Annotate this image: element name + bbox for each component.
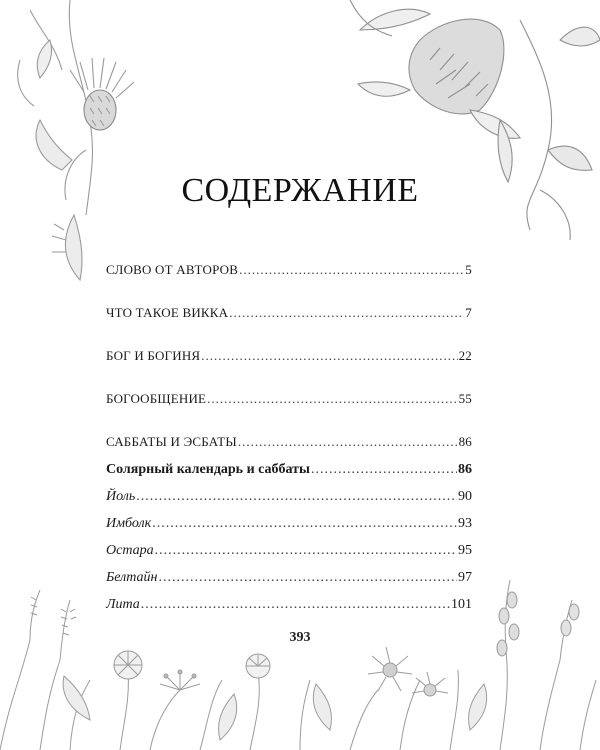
- toc-entry-label: ЧТО ТАКОЕ ВИККА: [106, 305, 229, 320]
- toc-entry[interactable]: [106, 543, 472, 559]
- toc-entry[interactable]: [106, 570, 472, 586]
- toc-entry[interactable]: [106, 597, 472, 613]
- dot-leader: [207, 391, 457, 407]
- dot-leader: [201, 348, 457, 364]
- dot-leader: [152, 516, 457, 532]
- toc-entry-page: 5: [465, 262, 472, 277]
- toc-entry-page: 55: [458, 391, 472, 406]
- toc-entry-label: БОГ И БОГИНЯ: [106, 348, 201, 363]
- toc-entry-page: 7: [465, 305, 472, 320]
- dot-leader: [238, 434, 458, 450]
- toc-entry-label: Белтайн: [106, 570, 158, 585]
- toc-entry-page: 97: [458, 570, 472, 585]
- toc-entry[interactable]: [106, 391, 472, 407]
- toc-entry-page: 22: [458, 348, 472, 363]
- page-number: 393: [289, 630, 311, 645]
- toc-entry-label: Солярный календарь и саббаты: [106, 462, 310, 477]
- toc-entry[interactable]: [106, 305, 472, 321]
- page-title: СОДЕРЖАНИЕ: [181, 172, 419, 209]
- toc-entry-page: 90: [458, 489, 472, 504]
- toc-entry-page: 95: [458, 543, 472, 558]
- dot-leader: [158, 570, 457, 586]
- thistle-top-left-icon: [18, 0, 134, 280]
- toc-entry-label: Лита: [106, 597, 140, 612]
- dot-leader: [311, 462, 457, 478]
- dot-leader: [239, 262, 464, 278]
- toc-entry-label: БОГООБЩЕНИЕ: [106, 391, 207, 406]
- dot-leader: [136, 489, 457, 505]
- toc-entry[interactable]: [106, 434, 472, 450]
- toc-entry-page: 86: [458, 462, 472, 477]
- toc-entry[interactable]: [106, 489, 472, 505]
- toc-entry-label: Йоль: [106, 489, 136, 504]
- toc-entry-label: СЛОВО ОТ АВТОРОВ: [106, 262, 239, 277]
- toc-entry[interactable]: [106, 348, 472, 364]
- toc-entry-page: 93: [458, 516, 472, 531]
- toc-entry[interactable]: [106, 462, 472, 478]
- toc-entry-label: САББАТЫ И ЭСБАТЫ: [106, 434, 237, 449]
- toc-entry[interactable]: [106, 262, 472, 278]
- dot-leader: [229, 305, 464, 321]
- dot-leader: [141, 597, 450, 613]
- toc-entry[interactable]: [106, 516, 472, 532]
- toc-entry-label: Остара: [106, 543, 154, 558]
- toc-entry-label: Имболк: [106, 516, 152, 531]
- toc-entry-page: 86: [458, 434, 472, 449]
- toc-entry-page: 101: [451, 597, 472, 612]
- dot-leader: [155, 543, 457, 559]
